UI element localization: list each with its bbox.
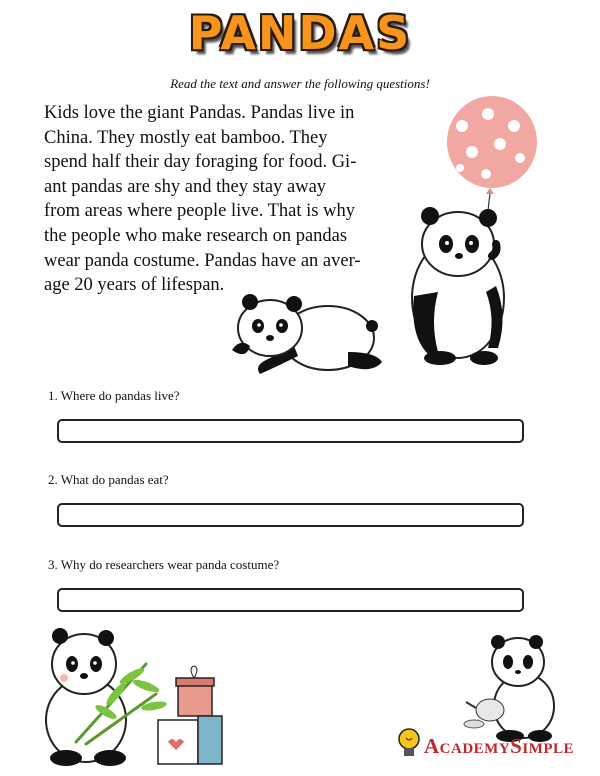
panda-with-teapot-illustration [460,632,560,742]
question-3: 3. Why do researchers wear panda costume? [48,557,280,572]
passage-line: wear panda costume. Pandas have an aver- [44,250,361,271]
lightbulb-icon [396,726,422,760]
reading-passage [44,101,400,298]
panda-with-bamboo-illustration [36,624,236,770]
brand-imple: IMPLE [522,741,575,757]
brand-a: A [424,734,440,758]
passage-line: age 20 years of lifespan. [44,275,225,296]
answer-box-2[interactable] [57,503,524,527]
panda-with-balloon-illustration [400,96,540,376]
brand-s: S [510,734,523,758]
lying-panda-illustration [228,290,388,386]
passage-line: Kids love the giant Pandas. Pandas live in [44,103,355,123]
question-2: 2. What do pandas eat? [48,472,169,487]
passage-line: the people who make research on pandas [44,225,348,246]
answer-box-1[interactable] [57,419,524,443]
passage-line: from areas where people live. That is why [44,201,355,222]
brand-cademy: CADEMY [439,741,511,757]
passage-line: spend half their day foraging for food. Gi- [44,152,357,173]
instructions: Read the text and answer the following questions! [170,76,430,91]
worksheet-title: PANDAS [188,6,412,60]
academy-simple-logo [424,734,574,759]
passage-line: China. They mostly eat bamboo. They [44,127,328,148]
passage-line: ant pandas are shy and they stay away [44,176,327,197]
question-1: 1. Where do pandas live? [48,388,180,403]
answer-box-3[interactable] [57,588,524,612]
